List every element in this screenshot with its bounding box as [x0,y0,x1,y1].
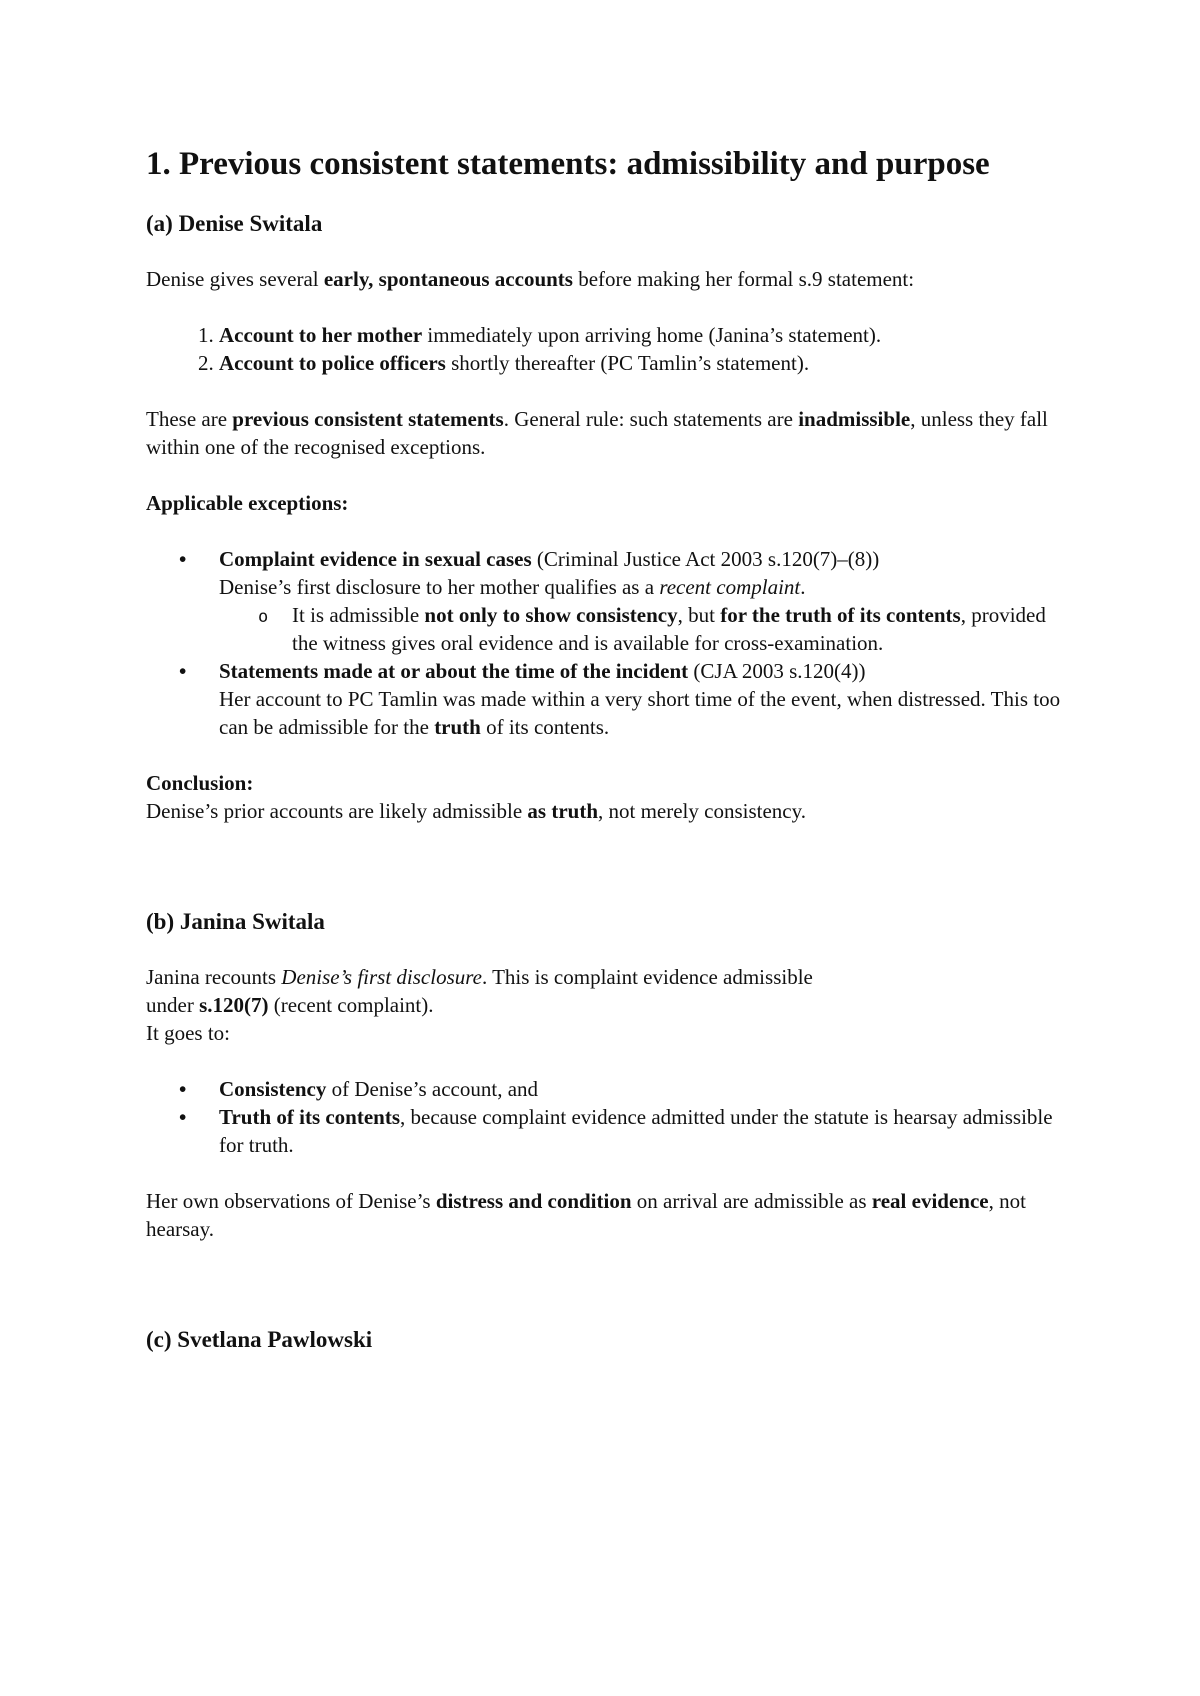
sub-list [219,601,1066,657]
section-b-observations: Her own observations of Denise’s distress and condition on arrival are admissible as real evidence, not hearsay. [146,1189,1026,1241]
conclusion: Conclusion: Denise’s prior accounts are likely admissible as truth, not merely consistency. [146,771,807,823]
section-heading-a: (a) Denise Switala [146,211,323,236]
section-heading-b: (b) Janina Switala [146,909,325,934]
list-item: o It is admissible not only to show consistency, but for the truth of its contents, provided the witness gives oral evidence and is available for cross-examination. [292,601,1066,657]
list-item: 1. Account to her mother immediately upon arriving home (Janina’s statement). [219,321,1066,349]
list-item: • Statements made at or about the time of the incident (CJA 2003 s.120(4)) Her account to PC Tamlin was made within a very short time of the event, when distressed. This too can be admissible for the truth of its contents. [219,657,1066,741]
page-title: 1. Previous consistent statements: admissibility and purpose [146,146,990,182]
exceptions-heading: Applicable exceptions: [146,491,349,515]
accounts-list [146,321,1066,377]
section-a-intro: Denise gives several early, spontaneous accounts before making her formal s.9 statement: [146,267,915,291]
section-a-rule: These are previous consistent statements. General rule: such statements are inadmissible, unless they fall within one of the recognised exceptions. [146,407,1048,459]
purposes-list [146,1075,1066,1159]
section-heading-c: (c) Svetlana Pawlowski [146,1327,373,1352]
list-item: • Truth of its contents, because complaint evidence admitted under the statute is hearsay admissible for truth. [219,1103,1066,1159]
list-item: 2. Account to police officers shortly thereafter (PC Tamlin’s statement). [219,349,1066,377]
section-b-intro: Janina recounts Denise’s first disclosure. This is complaint evidence admissible under s.120(7) (recent complaint). It goes to: [146,965,813,1045]
list-item: • Consistency of Denise’s account, and [219,1075,1066,1103]
document-page [146,143,1066,1381]
exceptions-list [146,545,1066,741]
list-item: • Complaint evidence in sexual cases (Criminal Justice Act 2003 s.120(7)–(8)) Denise’s first disclosure to her mother qualifies as a recent complaint. o It is admissible not only to show consistency, but for the truth of its contents, provided the witness gives oral evidence and is available for cross-examination. [219,545,1066,657]
